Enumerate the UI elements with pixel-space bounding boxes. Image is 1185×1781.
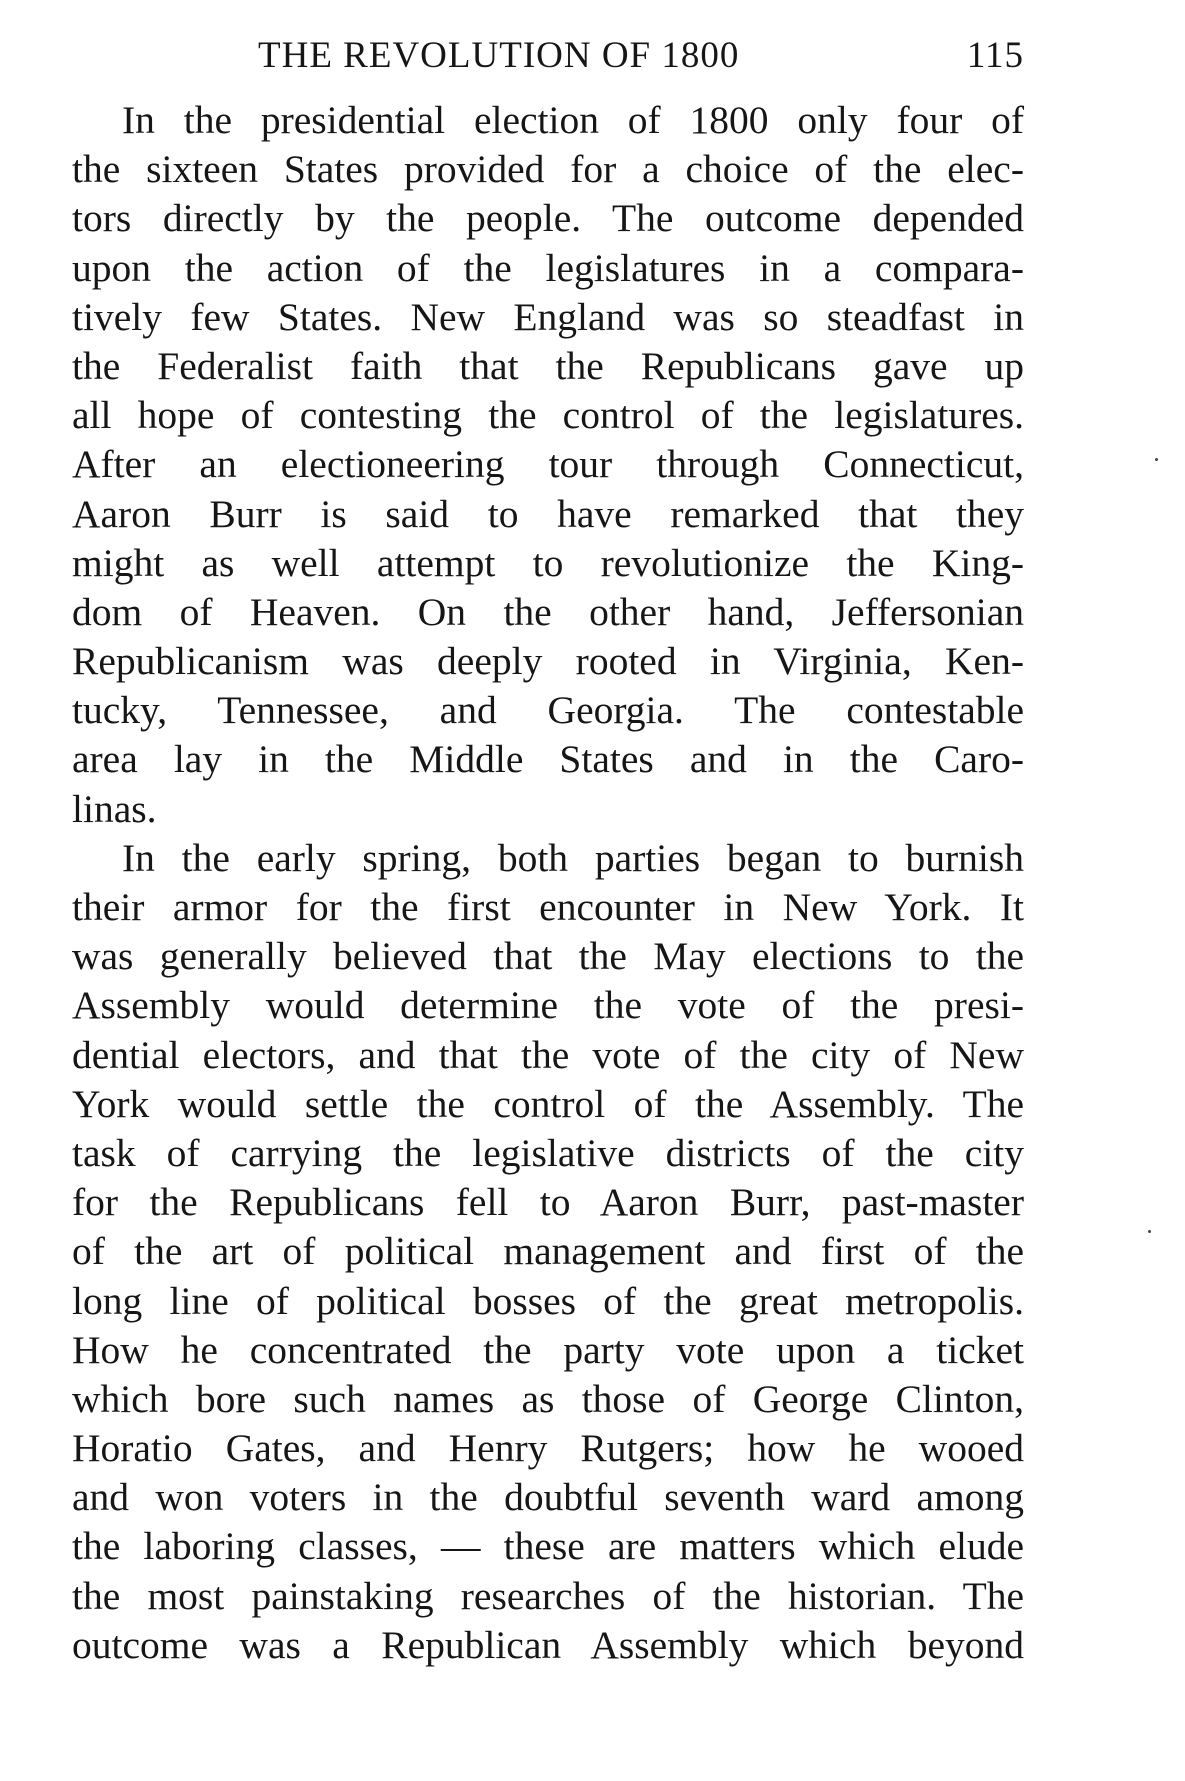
text-line: the sixteen States provided for a choice of the elec- — [72, 147, 1024, 192]
running-title: THE REVOLUTION OF 1800 — [258, 35, 740, 76]
text-line: upon the action of the legislatures in a compara- — [72, 245, 1024, 290]
text-line: linas. — [72, 786, 157, 831]
text-line: the laboring classes, — these are matters which elude — [72, 1524, 1024, 1569]
text-line: their armor for the first encounter in New York. It — [72, 885, 1024, 929]
text-line: Republicanism was deeply rooted in Virginia, Ken- — [72, 639, 1024, 684]
text-line: After an electioneering tour through Connecticut, — [72, 442, 1024, 487]
text-line: How he concentrated the party vote upon a ticket — [72, 1327, 1024, 1372]
text-line: In the early spring, both parties began to burnish — [122, 835, 1024, 880]
text-line: York would settle the control of the Assembly. The — [72, 1081, 1024, 1126]
text-line: the most painstaking researches of the historian. The — [72, 1573, 1024, 1618]
text-line: for the Republicans fell to Aaron Burr, past-master — [72, 1180, 1024, 1225]
text-line: outcome was a Republican Assembly which beyond — [72, 1622, 1024, 1667]
text-line: dom of Heaven. On the other hand, Jeffersonian — [72, 589, 1024, 634]
text-line: which bore such names as those of George Clinton, — [72, 1376, 1024, 1421]
text-line: and won voters in the doubtful seventh ward among — [72, 1475, 1024, 1520]
text-line: area lay in the Middle States and in the Caro- — [72, 737, 1024, 782]
print-speck — [1155, 458, 1158, 461]
text-line: long line of political bosses of the great metropolis. — [72, 1278, 1024, 1323]
print-speck — [1148, 1230, 1151, 1233]
text-line: tors directly by the people. The outcome depended — [72, 196, 1024, 241]
text-line: all hope of contesting the control of the legislatures. — [72, 393, 1024, 438]
text-line: Aaron Burr is said to have remarked that they — [72, 491, 1024, 536]
text-line: Assembly would determine the vote of the presi- — [72, 983, 1024, 1028]
text-line: might as well attempt to revolutionize the King- — [72, 540, 1024, 585]
text-line: tucky, Tennessee, and Georgia. The contestable — [72, 688, 1024, 733]
text-line: was generally believed that the May elections to the — [72, 934, 1024, 979]
text-line: the Federalist faith that the Republicans gave up — [72, 343, 1024, 388]
paragraph-1 — [72, 96, 1024, 834]
body-text — [72, 96, 1024, 1670]
text-line: In the presidential election of 1800 only four of — [122, 98, 1024, 142]
paragraph-2 — [72, 834, 1024, 1670]
running-head — [72, 28, 1024, 84]
book-page — [72, 28, 1024, 1670]
text-line: dential electors, and that the vote of the city of New — [72, 1032, 1024, 1077]
text-line: of the art of political management and first of the — [72, 1229, 1024, 1274]
text-line: Horatio Gates, and Henry Rutgers; how he wooed — [72, 1426, 1024, 1471]
text-line: task of carrying the legislative districts of the city — [72, 1130, 1024, 1175]
text-line: tively few States. New England was so steadfast in — [72, 294, 1024, 339]
page-number: 115 — [966, 35, 1024, 76]
